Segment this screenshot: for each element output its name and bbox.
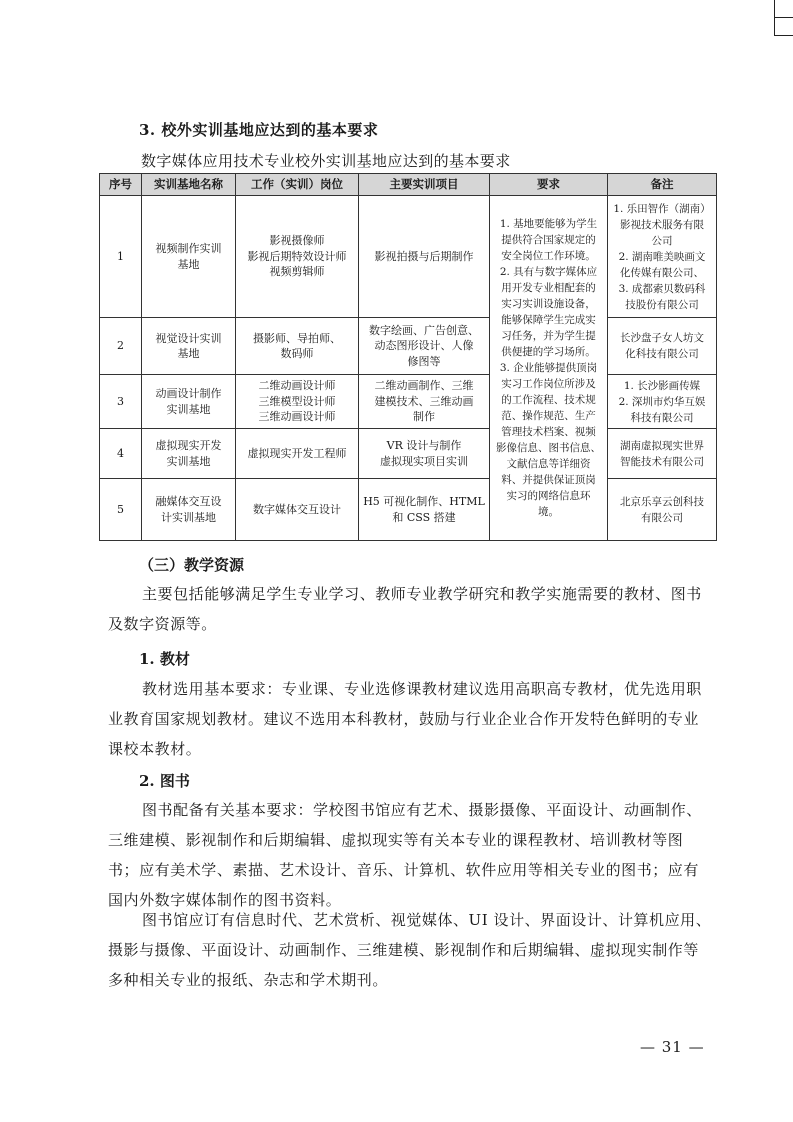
books-paragraph-2: 图书馆应订有信息时代、艺术赏析、视觉媒体、UI 设计、界面设计、计算机应用、摄影与摄像、平面设计、动画制作、三维建模、影视制作和后期编辑、虚拟现实制作等多种相关专业的报纸、杂志和学术期刊。: [108, 911, 712, 989]
cell-position: 数字媒体交互设计: [236, 479, 359, 541]
cell-note: 湖南虚拟现实世界 智能技术有限公司: [608, 429, 717, 479]
page-number: — 31 —: [640, 1038, 705, 1056]
cell-base-name: 动画设计制作 实训基地: [142, 375, 236, 429]
cell-project: H5 可视化制作、HTML 和 CSS 搭建: [359, 479, 490, 541]
table-row: [100, 196, 717, 318]
books-heading: 2. 图书: [139, 772, 190, 790]
section-title: 3. 校外实训基地应达到的基本要求: [139, 121, 379, 139]
col-header-position: 工作（实训）岗位: [236, 174, 359, 196]
col-header-no: 序号: [100, 174, 142, 196]
col-header-note: 备注: [608, 174, 717, 196]
cell-no: 4: [100, 429, 142, 479]
training-base-table: [99, 173, 717, 541]
resources-heading: （三）教学资源: [139, 556, 245, 574]
table-caption: 数字媒体应用技术专业校外实训基地应达到的基本要求: [141, 152, 511, 170]
cell-base-name: 视觉设计实训 基地: [142, 318, 236, 375]
cell-no: 3: [100, 375, 142, 429]
textbook-heading: 1. 教材: [139, 650, 190, 668]
table-row: [100, 375, 717, 429]
cell-project: 影视拍摄与后期制作: [359, 196, 490, 318]
cell-note: 1. 长沙影画传媒 2. 深圳市灼华互娱 科技有限公司: [608, 375, 717, 429]
table-row: [100, 318, 717, 375]
col-header-project: 主要实训项目: [359, 174, 490, 196]
cell-base-name: 视频制作实训 基地: [142, 196, 236, 318]
cell-no: 1: [100, 196, 142, 318]
cell-note: 长沙盘子女人坊文 化科技有限公司: [608, 318, 717, 375]
cell-no: 2: [100, 318, 142, 375]
cell-note: 北京乐享云创科技 有限公司: [608, 479, 717, 541]
cell-project: VR 设计与制作 虚拟现实项目实训: [359, 429, 490, 479]
books-paragraph-1: 图书配备有关基本要求：学校图书馆应有艺术、摄影摄像、平面设计、动画制作、三维建模、影视制作和后期编辑、虚拟现实等有关本专业的课程教材、培训教材等图书；应有美术学、素描、艺术设计、音乐、计算机、软件应用等相关专业的图书；应有国内外数字媒体制作的图书资料。: [108, 801, 702, 909]
cell-position: 摄影师、导拍师、 数码师: [236, 318, 359, 375]
col-header-name: 实训基地名称: [142, 174, 236, 196]
table-row: [100, 479, 717, 541]
table-row: [100, 429, 717, 479]
cell-note: 1. 乐田智作（湖南） 影视技术服务有限 公司 2. 湖南唯美映画文 化传媒有限公司、 3. 成都索贝数码科 技股份有限公司: [608, 196, 717, 318]
cell-project: 数字绘画、广告创意、 动态图形设计、人像 修图等: [359, 318, 490, 375]
resources-intro: 主要包括能够满足学生专业学习、教师专业教学研究和教学实施需要的教材、图书及数字资源等。: [108, 585, 702, 633]
cell-base-name: 虚拟现实开发 实训基地: [142, 429, 236, 479]
textbook-paragraph: 教材选用基本要求：专业课、专业选修课教材建议选用高职高专教材，优先选用职业教育国家规划教材。建议不选用本科教材，鼓励与行业企业合作开发特色鲜明的专业课校本教材。: [108, 680, 702, 758]
corner-crop-mark: [768, 0, 793, 40]
cell-requirements: 1. 基地要能够为学生 提供符合国家规定的 安全岗位工作环境。 2. 具有与数字媒体应 用开发专业相配套的 实习实训设施设备， 能够保障学生完成实 习任务，并为学生提 供便捷的学习场所。 3. 企业能够提供顶岗 实习工作岗位所涉及 的工作流程、技术规 范、操作规范、生产 管理技术档案、视频 影像信息、图书信息、 文献信息等详细资 料、并提供保证顶岗 实习的网络信息环 境。: [490, 196, 608, 541]
cell-no: 5: [100, 479, 142, 541]
cell-position: 影视摄像师 影视后期特效设计师 视频剪辑师: [236, 196, 359, 318]
cell-project: 二维动画制作、三维 建模技术、三维动画 制作: [359, 375, 490, 429]
cell-position: 虚拟现实开发工程师: [236, 429, 359, 479]
col-header-requirement: 要求: [490, 174, 608, 196]
cell-position: 二维动画设计师 三维模型设计师 三维动画设计师: [236, 375, 359, 429]
table-header-row: [100, 174, 717, 196]
cell-base-name: 融媒体交互设 计实训基地: [142, 479, 236, 541]
